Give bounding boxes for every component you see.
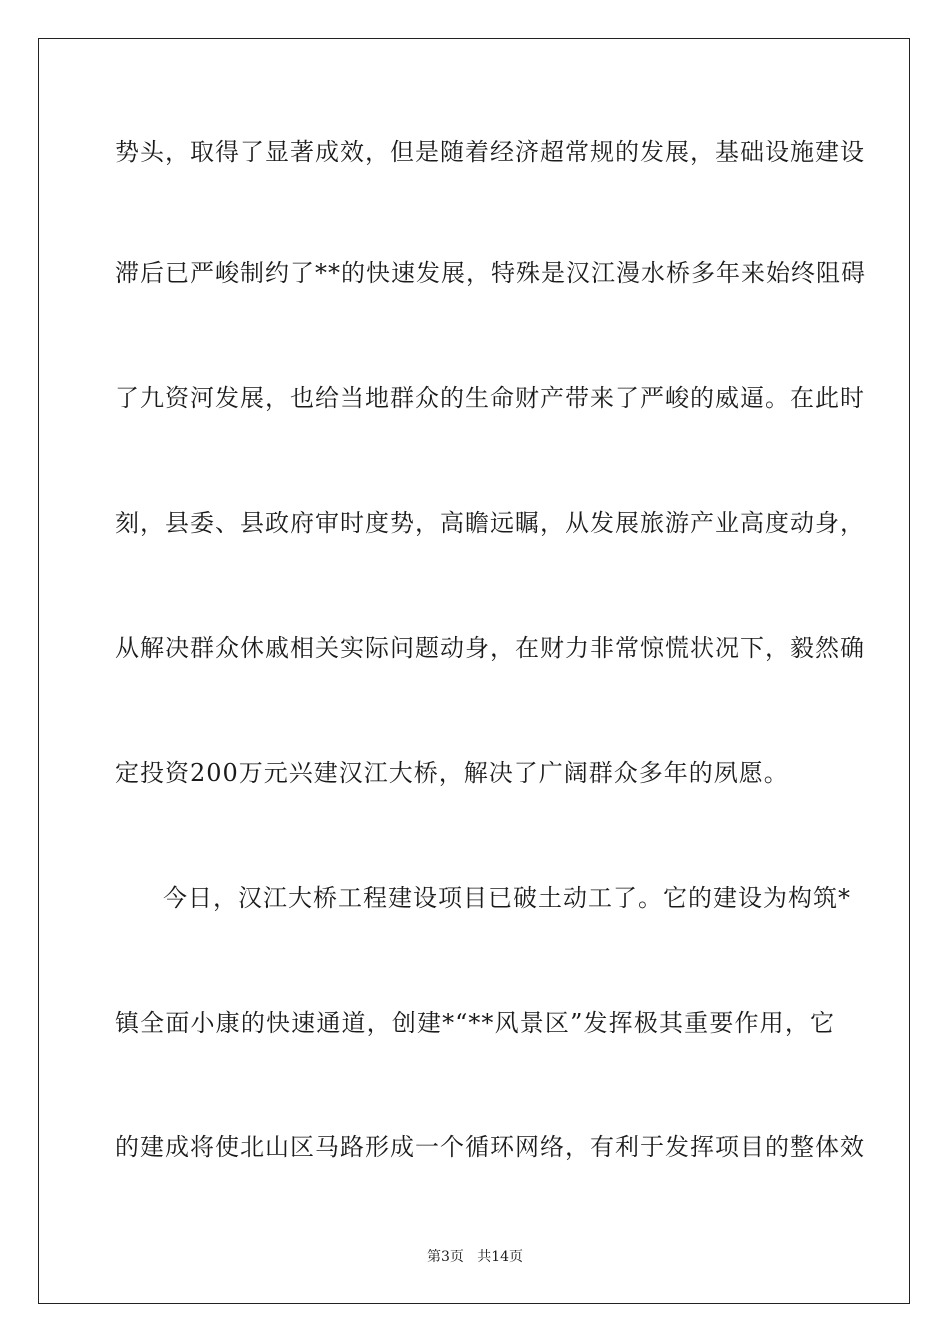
body-text-line: 镇全面小康的快速通道，创建*“**风景区”发挥极其重要作用，它 [115, 1009, 835, 1037]
paragraph-first-line: 今日，汉江大桥工程建设项目已破土动工了。它的建设为构筑* [163, 884, 851, 912]
page-border [38, 38, 910, 1304]
body-text-line: 从解决群众休戚相关实际问题动身，在财力非常惊慌状况下，毅然确 [115, 634, 865, 662]
body-text-line: 了九资河发展，也给当地群众的生命财产带来了严峻的威逼。在此时 [115, 384, 865, 412]
body-text-line: 滞后已严峻制约了**的快速发展，特殊是汉江漫水桥多年来始终阻碍 [115, 259, 866, 287]
body-text-line: 势头，取得了显著成效，但是随着经济超常规的发展，基础设施建设 [115, 138, 865, 166]
body-text-line: 定投资200万元兴建汉江大桥，解决了广阔群众多年的夙愿。 [115, 759, 789, 787]
body-text-line: 刻，县委、县政府审时度势，高瞻远瞩，从发展旅游产业高度动身， [115, 509, 865, 537]
body-text-line: 的建成将使北山区马路形成一个循环网络，有利于发挥项目的整体效 [115, 1133, 865, 1161]
page-number-footer: 第3页 共14页 [426, 1249, 524, 1265]
